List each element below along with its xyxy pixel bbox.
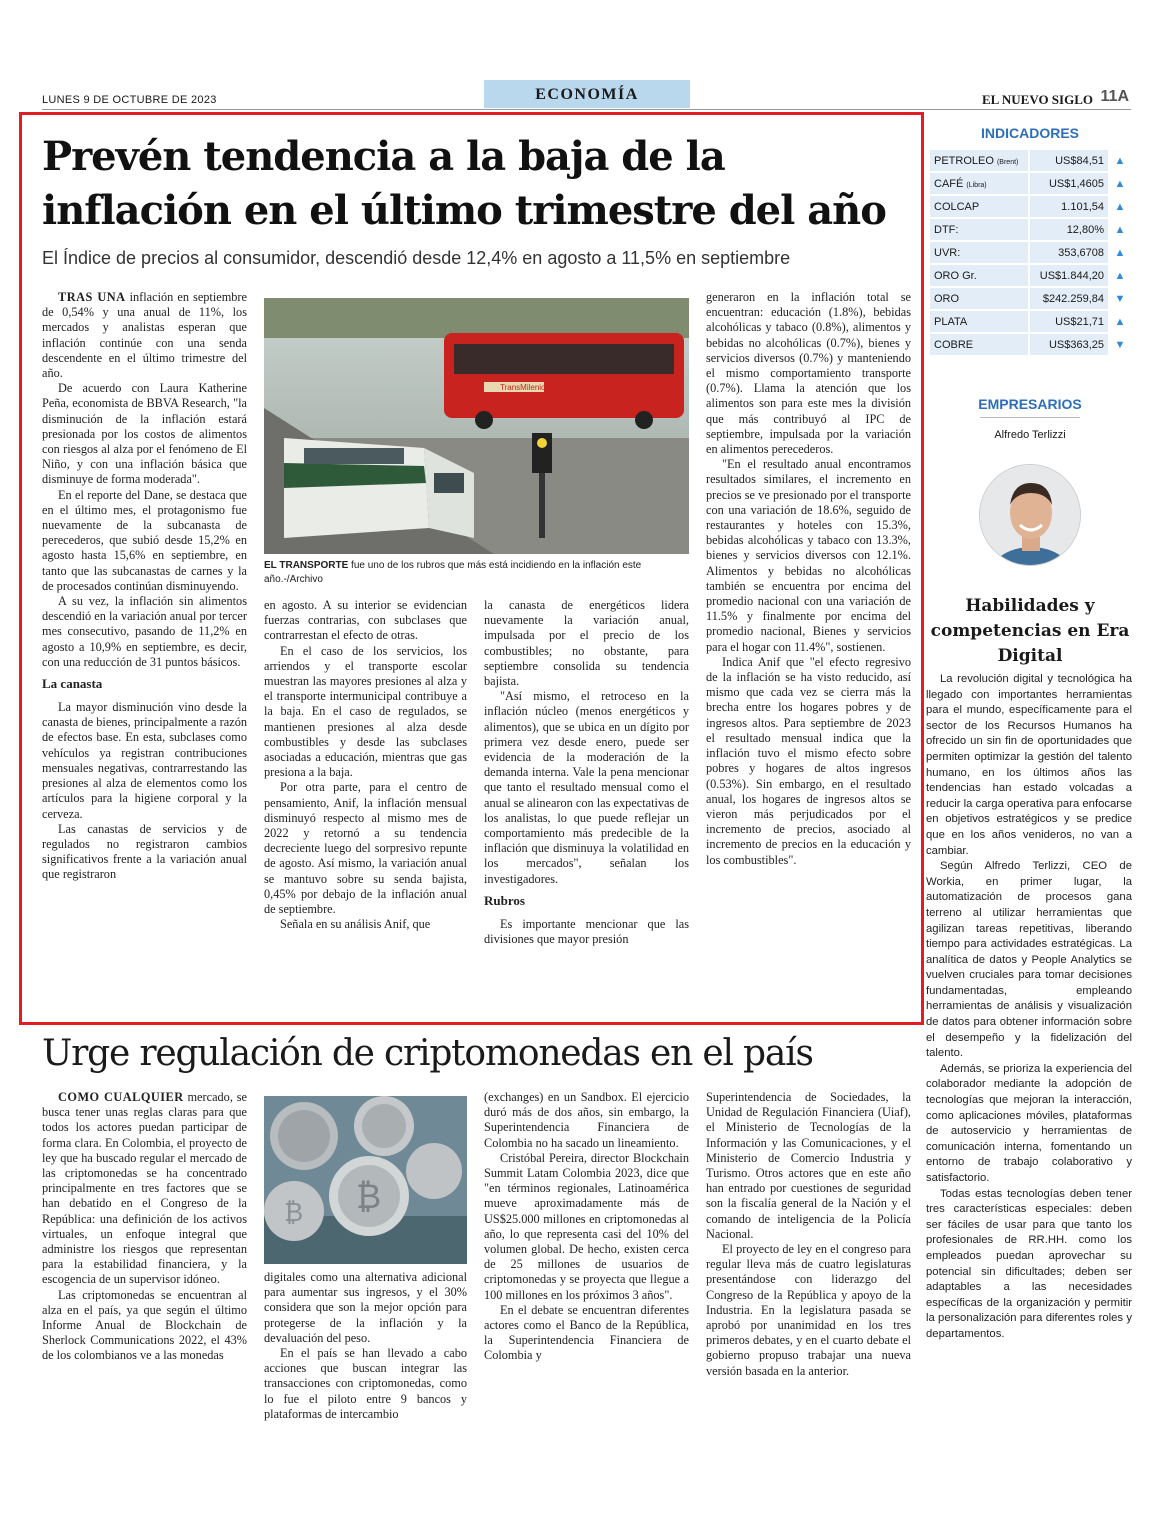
paragraph: en agosto. A su interior se evidencian fuerzas contrarias, con subclases que contrarrestan el efecto de otras. xyxy=(264,598,467,643)
arrow-up-icon: ▲ xyxy=(1114,178,1126,190)
paragraph: A su vez, la inflación sin alimentos descendió en la variación anual por tercer mes consecutivo, pasando de 11,2% en agosto a 10,9% en septiembre, es decir, con una reducción de 31 puntos básicos. xyxy=(42,594,247,669)
paragraph: Indica Anif que "el efecto regresivo de la inflación se ha visto reducido, así mismo que cada vez se cierra más la brecha entre los hogares pobres y de ingresos altos. Para septiembre de 2023 el resultado mensual indica que la inflación tuvo el mismo efecto sobre pobres y hogares de altos ingresos (0.53%). Sin embargo, en el resultado anual, los hogares de ingresos altos se vieron más perjudicados por el incremento de precios, asociado al incremento de precios en la educación y los combustibles". xyxy=(706,654,911,867)
paragraph: La revolución digital y tecnológica ha llegado con importantes herramientas para el mundo, específicamente para el sector de los Recursos Humanos ha ofrecido un sin fin de oportunidades que permiten optimizar la gestión del talento humano, en los últimos años las tendencias han estado volcadas a reducir la carga operativa para enfocarse en objetivos estratégicos y se predice que en los años venideros, no van a cambiar. xyxy=(926,673,1132,857)
paragraph: Todas estas tecnologías deben tener tres características especiales: deben ser fáciles de usar para que tanto los profesionales de RR.HH. como los empleados puedan aprovechar su potencial sin dificultades; deben ser adaptables a las necesidades específicas de la organización y permitir la personalización para diferentes roles y departamentos. xyxy=(926,1187,1132,1340)
arrow-down-icon: ▼ xyxy=(1114,339,1126,351)
masthead-logo: EL NUEVO SIGLO xyxy=(982,92,1093,107)
paragraph: mercado, se busca tener unas reglas claras para que todos los actores puedan participar de forma clara. En Colombia, el proyecto de ley que ha buscado regular el mercado de las criptomonedas se ha concentrado principalmente en tres factores que se han debatido en el Congreso de la República: una definición de los activos virtuales, un enfoque integral que administre los riesgos que representan para la estabilidad financiera, y la escogencia de un supervisor idóneo. xyxy=(42,1090,247,1287)
svg-text:₿: ₿ xyxy=(356,1177,382,1217)
lead-in: TRAS UNA xyxy=(58,290,126,304)
indicator-value: US$1.844,20 xyxy=(1028,265,1108,286)
empresarios-title: EMPRESARIOS xyxy=(978,396,1082,412)
edition-date: LUNES 9 DE OCTUBRE DE 2023 xyxy=(42,94,217,106)
indicator-row xyxy=(930,173,1132,196)
page-number: 11A xyxy=(1100,88,1129,105)
bus-label: TransMilenio xyxy=(500,383,546,392)
paragraph: inflación en septiembre de 0,54% y una anual de 11%, los mercados y analistas esperan que inflación continúe con una senda descendente en el último trimestre del año. xyxy=(42,290,247,381)
indicator-value: US$363,25 xyxy=(1028,334,1108,355)
indicator-row xyxy=(930,288,1132,311)
indicators-title: INDICADORES xyxy=(980,125,1079,141)
indicator-value: 1.101,54 xyxy=(1028,196,1108,217)
article-column-4 xyxy=(706,290,911,868)
caption-lead: EL TRANSPORTE xyxy=(264,560,349,571)
indicator-row xyxy=(930,150,1132,173)
arrow-up-icon: ▲ xyxy=(1114,201,1126,213)
indicator-value: US$1,4605 xyxy=(1028,173,1108,194)
indicator-row xyxy=(930,265,1132,288)
indicator-name: CAFÉ xyxy=(934,178,964,190)
section-divider xyxy=(980,417,1080,418)
article-column-1 xyxy=(42,290,247,883)
paragraph: En el país se han llevado a cabo acciones que buscan integrar las transacciones con criptomonedas, como lo fue el piloto entre 9 bancos y plataformas de intercambio xyxy=(264,1346,467,1421)
article-column-2 xyxy=(264,598,467,932)
paragraph: En el caso de los servicios, los arriendos y el transporte escolar muestran las mayores presiones al alza y el transporte intermunicipal contribuye a la baja. En el caso de regulados, se mantienen presiones al alza desde combustibles y desde las subclases asociadas a educación, mientras que gas presiona a la baja. xyxy=(264,643,467,780)
lead-in: COMO CUALQUIER xyxy=(58,1090,184,1104)
paragraph: generaron en la inflación total se encuentran: educación (1.8%), bebidas alcohólicas y tabaco (0.8%), alimentos y bebidas no alcohólicas (0.7%), bienes y servicios diversos (0.7%) y manteniendo el mismo comportamiento transporte (0.7%). Llama la atención que los alimentos son para este mes la división que más contribuyó al IPC de septiembre, impulsada por la variación en alimentos perecederos. xyxy=(706,290,911,457)
photo-caption xyxy=(264,559,689,587)
paragraph: Según Alfredo Terlizzi, CEO de Workia, en primer lugar, la automatización de procesos gana terreno al utilizar herramientas que agilizan tareas repetitivas, liberando tiempo para actividades estratégicas. La analítica de datos y People Analytics se vuelven cruciales para tomar decisiones fundamentadas, empleando herramientas de análisis y visualización de datos para obtener información sobre el desempeño y la fidelización del talento. xyxy=(926,860,1132,1060)
indicator-value: US$84,51 xyxy=(1028,150,1108,171)
paragraph: "Así mismo, el retroceso en la inflación núcleo (menos energéticos y alimentos), que se ubica en un dígito por primera vez desde enero, puede ser evidencia de la moderación de la demanda interna. Vale la pena mencionar que tanto el resultado mensual como el anual se alinearon con las expectativas de los analistas, lo que puede reflejar un comportamiento más predecible de la inflación que disminuya la volatilidad en los mercados", señalan los investigadores. xyxy=(484,689,689,886)
section-label: ECONOMÍA xyxy=(484,80,690,108)
indicator-value: 353,6708 xyxy=(1028,242,1108,263)
header-divider xyxy=(42,109,1131,110)
indicator-name: PETROLEO xyxy=(934,155,994,167)
indicator-name: ORO xyxy=(934,293,960,305)
indicator-name: PLATA xyxy=(934,316,968,328)
indicator-row xyxy=(930,242,1132,265)
indicator-row xyxy=(930,334,1132,357)
paragraph: Cristóbal Pereira, director Blockchain Summit Latam Colombia 2023, dice que "en términos regionales, Latinoamérica mueve aproximadamente más de US$25.000 millones en criptomonedas al año, lo que representa casi del 10% del volumen global. De hecho, existen cerca de 25 millones de usuarios de criptomonedas y se proyecta que llegue a 100 millones en los próximos 3 años". xyxy=(484,1150,689,1302)
column-body xyxy=(926,672,1132,1343)
indicator-unit: (Brent) xyxy=(996,159,1019,166)
article-subheadline: El Índice de precios al consumidor, descendió desde 12,4% en agosto a 11,5% en septiembre xyxy=(42,248,791,268)
paragraph: (exchanges) en un Sandbox. El ejercicio duró más de dos años, sin embargo, la Superintendencia Financiera de Colombia no ha sacado un lineamiento. xyxy=(484,1090,689,1150)
paragraph: Por otra parte, para el centro de pensamiento, Anif, la inflación mensual disminuyó respecto al mismo mes de 2022 y retornó a su tendencia decreciente luego del sorpresivo repunte de agosto. Así mismo, la variación anual se mantuvo sobre su senda bajista, 0,45% por debajo de la inflación anual de septiembre. xyxy=(264,780,467,917)
indicator-name: COLCAP xyxy=(934,201,980,213)
article-headline: Prevén tendencia a la baja de la inflación en el último trimestre del año xyxy=(42,133,886,234)
paragraph: En el debate se encuentran diferentes actores como el Banco de la República, la Superintendencia Financiera de Colombia y xyxy=(484,1302,689,1363)
indicator-name: UVR: xyxy=(934,247,961,259)
paragraph: De acuerdo con Laura Katherine Peña, economista de BBVA Research, "la disminución de la inflación estará presionada por los costos de alimentos con riesgos al alza por el fenómeno de El Niño, y con una inflación básica que disminuye de forma moderada". xyxy=(42,381,247,487)
column-author: Alfredo Terlizzi xyxy=(994,429,1066,441)
indicator-row xyxy=(930,311,1132,334)
article-column-3 xyxy=(484,598,689,947)
paragraph: Además, se prioriza la experiencia del colaborador mediante la adopción de tecnologías que mejoran la interacción, como aplicaciones móviles, plataformas de autoservicio y herramientas de comunicación interna, fomentando un entorno de trabajo colaborativo y satisfactorio. xyxy=(926,1062,1132,1184)
svg-text:₿: ₿ xyxy=(284,1198,304,1228)
author-avatar xyxy=(979,464,1081,566)
paragraph: Las canastas de servicios y de regulados no registraron cambios significativos frente a la variación anual que registraron xyxy=(42,821,247,882)
paragraph: Superintendencia de Sociedades, la Unidad de Regulación Financiera (Uiaf), el Ministerio de Tecnologías de la Información y las Comunicaciones, y el Ministerio de Comercio Industria y Turismo. Otros actores que en este año han entrado por cuestiones de seguridad son la fiscalía general de la Nación y el comando de inteligencia de la Policía Nacional. xyxy=(706,1090,911,1241)
indicators-table xyxy=(930,150,1132,357)
indicator-name: COBRE xyxy=(934,339,974,351)
section-heading: La canasta xyxy=(42,676,103,692)
article2-column-4 xyxy=(706,1090,911,1379)
paragraph: la canasta de energéticos lidera nuevamente la variación anual, impulsada por el precio de los combustibles; no obstante, para septiembre consolida su tendencia bajista. xyxy=(484,598,689,689)
indicator-row xyxy=(930,196,1132,219)
paragraph: En el reporte del Dane, se destaca que en el último mes, el protagonismo fue nuevamente de la subcanasta de perecederos, que subió desde 15,2% en agosto hasta 15,6% en septiembre, en tanto que las subcanastas de carnes y la de procesados continúan disminuyendo. xyxy=(42,487,247,593)
article2-column-1 xyxy=(42,1090,247,1364)
indicator-name: ORO Gr. xyxy=(934,270,977,282)
indicator-name: DTF: xyxy=(934,224,959,236)
arrow-up-icon: ▲ xyxy=(1114,270,1126,282)
paragraph: Las criptomonedas se encuentran al alza en el país, ya que según el último Informe Anual de Blockchain de Sherlock Communications 2022, el 43% de los colombianos ve a las monedas xyxy=(42,1287,247,1363)
section-heading: Rubros xyxy=(484,892,525,908)
article2-headline: Urge regulación de criptomonedas en el país xyxy=(42,1033,813,1074)
paragraph: "En el resultado anual encontramos resultados similares, el incremento en precios se ve presionado por el transporte con una variación de 18.6%, seguido de restaurantes y hoteles con 15.3%, bebidas alcohólicas y tabaco con 13.3%, bienes y servicios diversos con 12.1%. Alimentos y bebidas no alcohólicas también se encuentra por encima del promedio nacional con una variación de 11.5% y finalmente por encima del promedio nacional, Bienes y servicios para el hogar con 11.4%", sostienen. xyxy=(706,457,911,654)
indicator-value: US$21,71 xyxy=(1028,311,1108,332)
caption-text: fue uno de los rubros que más está incidiendo en la inflación este año.-/Archivo xyxy=(264,560,642,585)
arrow-up-icon: ▲ xyxy=(1114,224,1126,236)
indicator-row xyxy=(930,219,1132,242)
arrow-up-icon: ▲ xyxy=(1114,316,1126,328)
article2-column-3 xyxy=(484,1090,689,1364)
article2-column-2 xyxy=(264,1270,467,1422)
indicator-value: $242.259,84 xyxy=(1028,288,1108,309)
arrow-up-icon: ▲ xyxy=(1114,155,1126,167)
paragraph: Señala en su análisis Anif, que xyxy=(280,917,431,932)
crypto-coins-photo xyxy=(264,1096,467,1264)
paragraph: Es importante mencionar que las divisiones que mayor presión xyxy=(484,916,689,947)
paragraph: digitales como una alternativa adicional para aumentar sus ingresos, y el 30% considera que son la mejor opción para protegerse de la inflación y la devaluación del peso. xyxy=(264,1270,467,1345)
indicator-unit: (Libra) xyxy=(966,182,987,189)
transport-photo xyxy=(264,298,689,554)
paragraph: La mayor disminución vino desde la canasta de bienes, principalmente a razón de efectos base. En esta, subclases como vehículos ya registran contribuciones mensuales negativas, contrarrestando las presiones al alza de elementos como los artículos para la higiene corporal y la cerveza. xyxy=(42,700,247,821)
arrow-up-icon: ▲ xyxy=(1114,247,1126,259)
paragraph: El proyecto de ley en el congreso para regular lleva más de cuatro legislaturas presentándose con liderazgo del Congreso de la República y apoyo de la Industria. En la legislatura pasada se aprobó por unanimidad en los tres primeros debates, y en el cuarto debate el gobierno propuso trabajar una nueva versión basada en la anterior. xyxy=(706,1242,911,1378)
arrow-down-icon: ▼ xyxy=(1114,293,1126,305)
column-title: Habilidades y competencias en Era Digital xyxy=(930,596,1130,666)
indicator-value: 12,80% xyxy=(1028,219,1108,240)
